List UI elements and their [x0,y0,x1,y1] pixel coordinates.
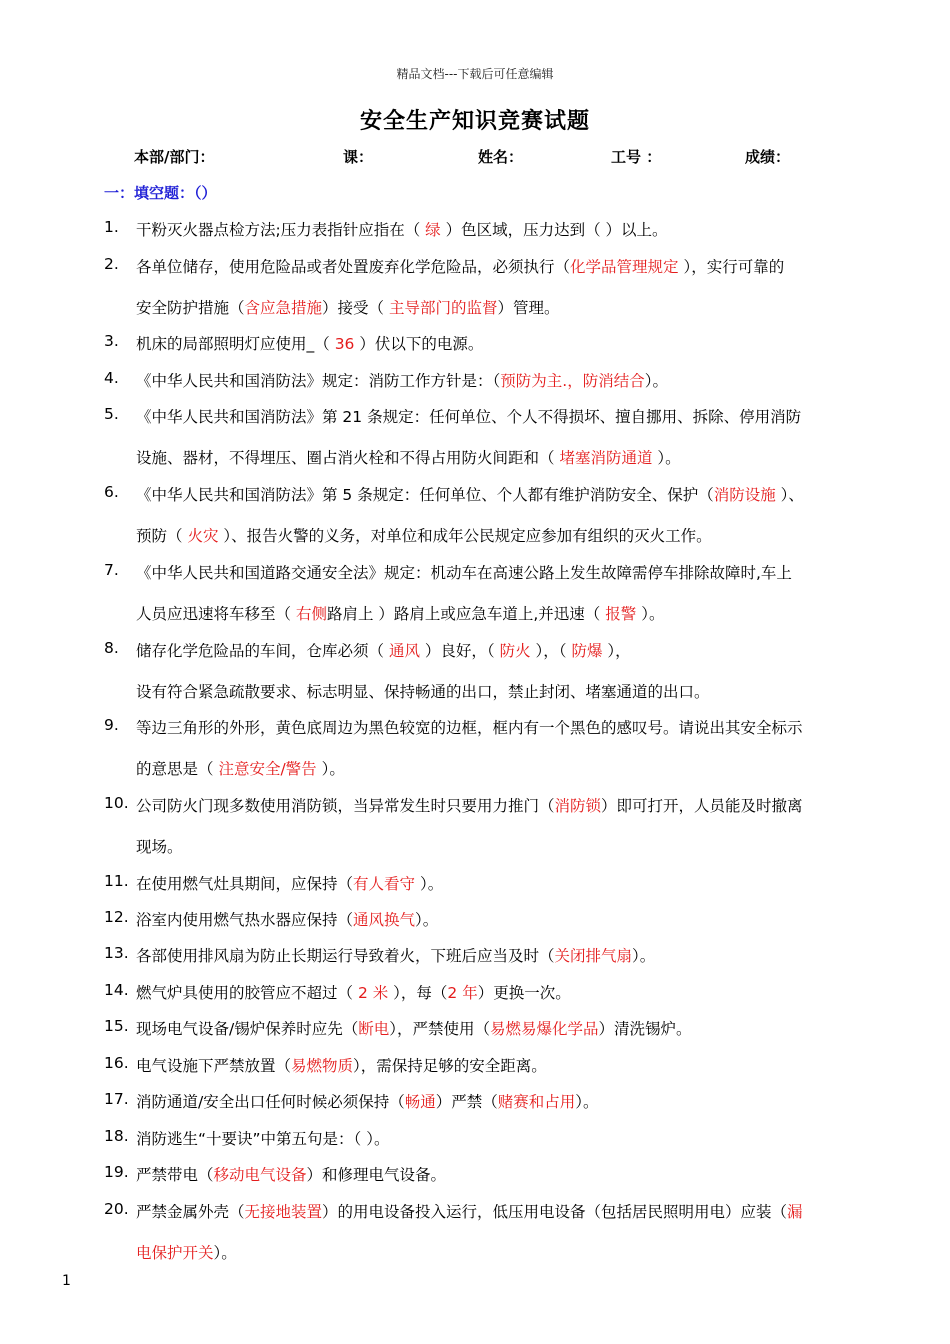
question-text: ）。 [415,911,439,929]
question-text: ），实行可靠的 [678,258,785,276]
question-text: 安全防护措施（ [136,299,245,317]
question-text: 严禁金属外壳（ [136,1203,245,1221]
question-number: 8. [104,639,119,657]
question-text: 机床的局部照明灯应使用_（ [136,335,335,353]
question-text: ）严禁（ [435,1093,498,1111]
question-text: 设施、器材，不得埋压、圈占消火栓和不得占用防火间距和（ [136,449,560,467]
answer-text: 2 年 [447,984,478,1002]
question-text: 现场。 [136,838,183,856]
question-number: 4. [104,369,119,387]
question-line [136,218,668,240]
answer-text: 右侧 [295,605,327,623]
question-text: ）。 [632,947,656,965]
answer-text: 主导部门的监督 [388,299,498,317]
answer-text: 畅通 [404,1093,436,1111]
question-number: 17. [104,1090,129,1108]
dept-label: 本部/部门： [134,148,215,166]
section-heading: 一：填空题：（） [104,184,217,202]
question-text: ）更换一次。 [477,984,571,1002]
question-number: 10. [104,794,129,812]
question-text: 《中华人民共和国道路交通安全法》规定：机动车在高速公路上发生故障需停车排除故障时,车上 [136,564,792,582]
question-text: 设有符合紧急疏散要求、标志明显、保持畅通的出口，禁止封闭、堵塞通道的出口。 [136,683,710,701]
question-line [136,981,571,1003]
answer-text: 易燃物质 [291,1057,354,1075]
question-text: 路肩上 ）路肩上或应急车道上,并迅速（ [326,605,606,623]
name-label: 姓名： [478,148,524,166]
question-line-continued [136,835,183,857]
question-text: 各单位储存，使用危险品或者处置废弃化学危险品，必须执行（ [136,258,571,276]
answer-text: 移动电气设备 [213,1166,307,1184]
question-text: ）， [602,642,631,660]
answer-text: 化学品管理规定 [570,258,679,276]
page-title: 安全生产知识竞赛试题 [359,109,590,134]
answer-text: 电保护开关 [136,1244,214,1262]
question-text: ）色区域，压力达到（ ）以上。 [440,221,668,239]
question-text: 消防逃生“十要诀”中第五句是：（ ）。 [136,1130,390,1148]
question-line [136,1200,803,1222]
question-text: ）、 [775,486,804,504]
question-text: ）、报告火警的义务，对单位和成年公民规定应参加有组织的灭火工作。 [218,527,712,545]
answer-text: 易燃易爆化学品 [490,1020,599,1038]
question-number: 14. [104,981,129,999]
question-text: 严禁带电（ [136,1166,214,1184]
question-text: ）。 [652,449,681,467]
id-label: 工号 ： [611,148,662,166]
question-text: ）良好，（ [419,642,500,660]
question-line [136,483,804,505]
answer-text: 有人看守 [353,875,416,893]
question-line-continued [136,1241,237,1263]
answer-text: 无接地装置 [244,1203,323,1221]
answer-text: 报警 [605,605,637,623]
question-text: 在使用燃气灶具期间，应保持（ [136,875,354,893]
question-text: 消防通道/安全出口任何时候必须保持（ [136,1093,405,1111]
question-number: 18. [104,1127,129,1145]
question-line [136,944,655,966]
question-text: 各部使用排风扇为防止长期运行导致着火，下班后应当及时（ [136,947,555,965]
question-number: 6. [104,483,119,501]
question-text: ）和修理电气设备。 [306,1166,447,1184]
question-line [136,872,443,894]
question-text: 电气设施下严禁放置（ [136,1057,292,1075]
question-line [136,1163,446,1185]
question-text: 的意思是（ [136,760,219,778]
question-number: 15. [104,1017,129,1035]
question-text: 现场电气设备/锡炉保养时应先（ [136,1020,359,1038]
question-number: 2. [104,255,119,273]
question-number: 9. [104,716,119,734]
question-line [136,255,784,277]
question-line-continued [136,524,712,546]
question-number: 13. [104,944,129,962]
question-number: 20. [104,1200,129,1218]
question-number: 12. [104,908,129,926]
question-line-continued [136,680,710,702]
question-text: ）。 [316,760,345,778]
score-label: 成绩： [745,148,791,166]
question-text: ）的用电设备投入运行，低压用电设备（包括居民照明用电）应装（ [322,1203,788,1221]
question-text: 等边三角形的外形，黄色底周边为黑色较宽的边框，框内有一个黑色的感叹号。请说出其安全标示 [136,719,803,737]
answer-text: 2 米 [357,984,389,1002]
answer-text: 注意安全/警告 [218,760,317,778]
answer-text: 消防设施 [713,486,776,504]
question-text: ）清洗锡炉。 [598,1020,692,1038]
header-note: 精品文档---下载后可任意编辑 [396,67,554,81]
question-number: 1. [104,218,119,236]
answer-text: 堵塞消防通道 [559,449,653,467]
question-text: 储存化学危险品的车间，仓库必须（ [136,642,389,660]
question-number: 19. [104,1163,129,1181]
answer-text: 通风 [388,642,420,660]
question-text: 《中华人民共和国消防法》第 21 条规定：任何单位、个人不得损坏、擅自挪用、拆除、停用消防 [136,408,802,426]
question-line [136,1127,390,1149]
question-text: ）。 [213,1244,237,1262]
question-line [136,561,792,583]
question-text: ）。 [575,1093,599,1111]
question-number: 5. [104,405,119,423]
question-text: 燃气炉具使用的胶管应不超过（ [136,984,358,1002]
question-line [136,1090,599,1112]
page-number: 1 [62,1273,71,1289]
question-text: ）管理。 [497,299,560,317]
question-line [136,1054,547,1076]
question-text: 人员应迅速将车移至（ [136,605,296,623]
question-line-continued [136,602,664,624]
section-label: 课： [343,148,374,166]
question-line [136,639,631,661]
answer-text: 消防锁 [554,797,602,815]
question-number: 11. [104,872,129,890]
question-line-continued [136,446,681,468]
question-text: ），严禁使用（ [389,1020,491,1038]
answer-text: 防爆 [571,642,603,660]
question-text: 《中华人民共和国消防法》规定：消防工作方针是：（ [136,372,501,390]
question-text: ），（ [530,642,572,660]
question-text: 浴室内使用燃气热水器应保持（ [136,911,354,929]
question-text: ）。 [636,605,665,623]
question-text: ）伏以下的电源。 [354,335,484,353]
answer-text: 漏 [787,1203,803,1221]
answer-text: 防火 [499,642,531,660]
question-text: 干粉灭火器点检方法;压力表指针应指在（ [136,221,426,239]
question-text: ）即可打开，人员能及时撤离 [601,797,803,815]
question-line [136,794,803,816]
answer-text: 火灾 [187,527,219,545]
answer-text: 36 [334,335,355,353]
question-number: 7. [104,561,119,579]
info-row [0,146,950,168]
question-line [136,405,801,427]
answer-text: 断电 [358,1020,390,1038]
question-line [136,332,483,354]
question-text: ）接受（ [322,299,389,317]
question-text: 公司防火门现多数使用消防锁，当异常发生时只要用力推门（ [136,797,555,815]
answer-text: 关闭排气扇 [554,947,633,965]
answer-text: 含应急措施 [244,299,323,317]
question-text: ）。 [415,875,444,893]
answer-text: 绿 [425,221,441,239]
question-line [136,369,668,391]
question-text: ），需保持足够的安全距离。 [353,1057,547,1075]
question-line-continued [136,296,560,318]
question-line-continued [136,757,345,779]
question-number: 16. [104,1054,129,1072]
answer-text: 通风换气 [353,911,416,929]
question-text: ），每（ [388,984,448,1002]
answer-text: 赌赛和占用 [497,1093,576,1111]
question-line [136,716,803,738]
answer-text: 预防为主.，防消结合 [500,372,645,390]
question-number: 3. [104,332,119,350]
question-text: 《中华人民共和国消防法》第 5 条规定：任何单位、个人都有维护消防安全、保护（ [136,486,714,504]
question-line [136,908,438,930]
question-text: 预防（ [136,527,188,545]
question-line [136,1017,692,1039]
question-text: ）。 [644,372,668,390]
